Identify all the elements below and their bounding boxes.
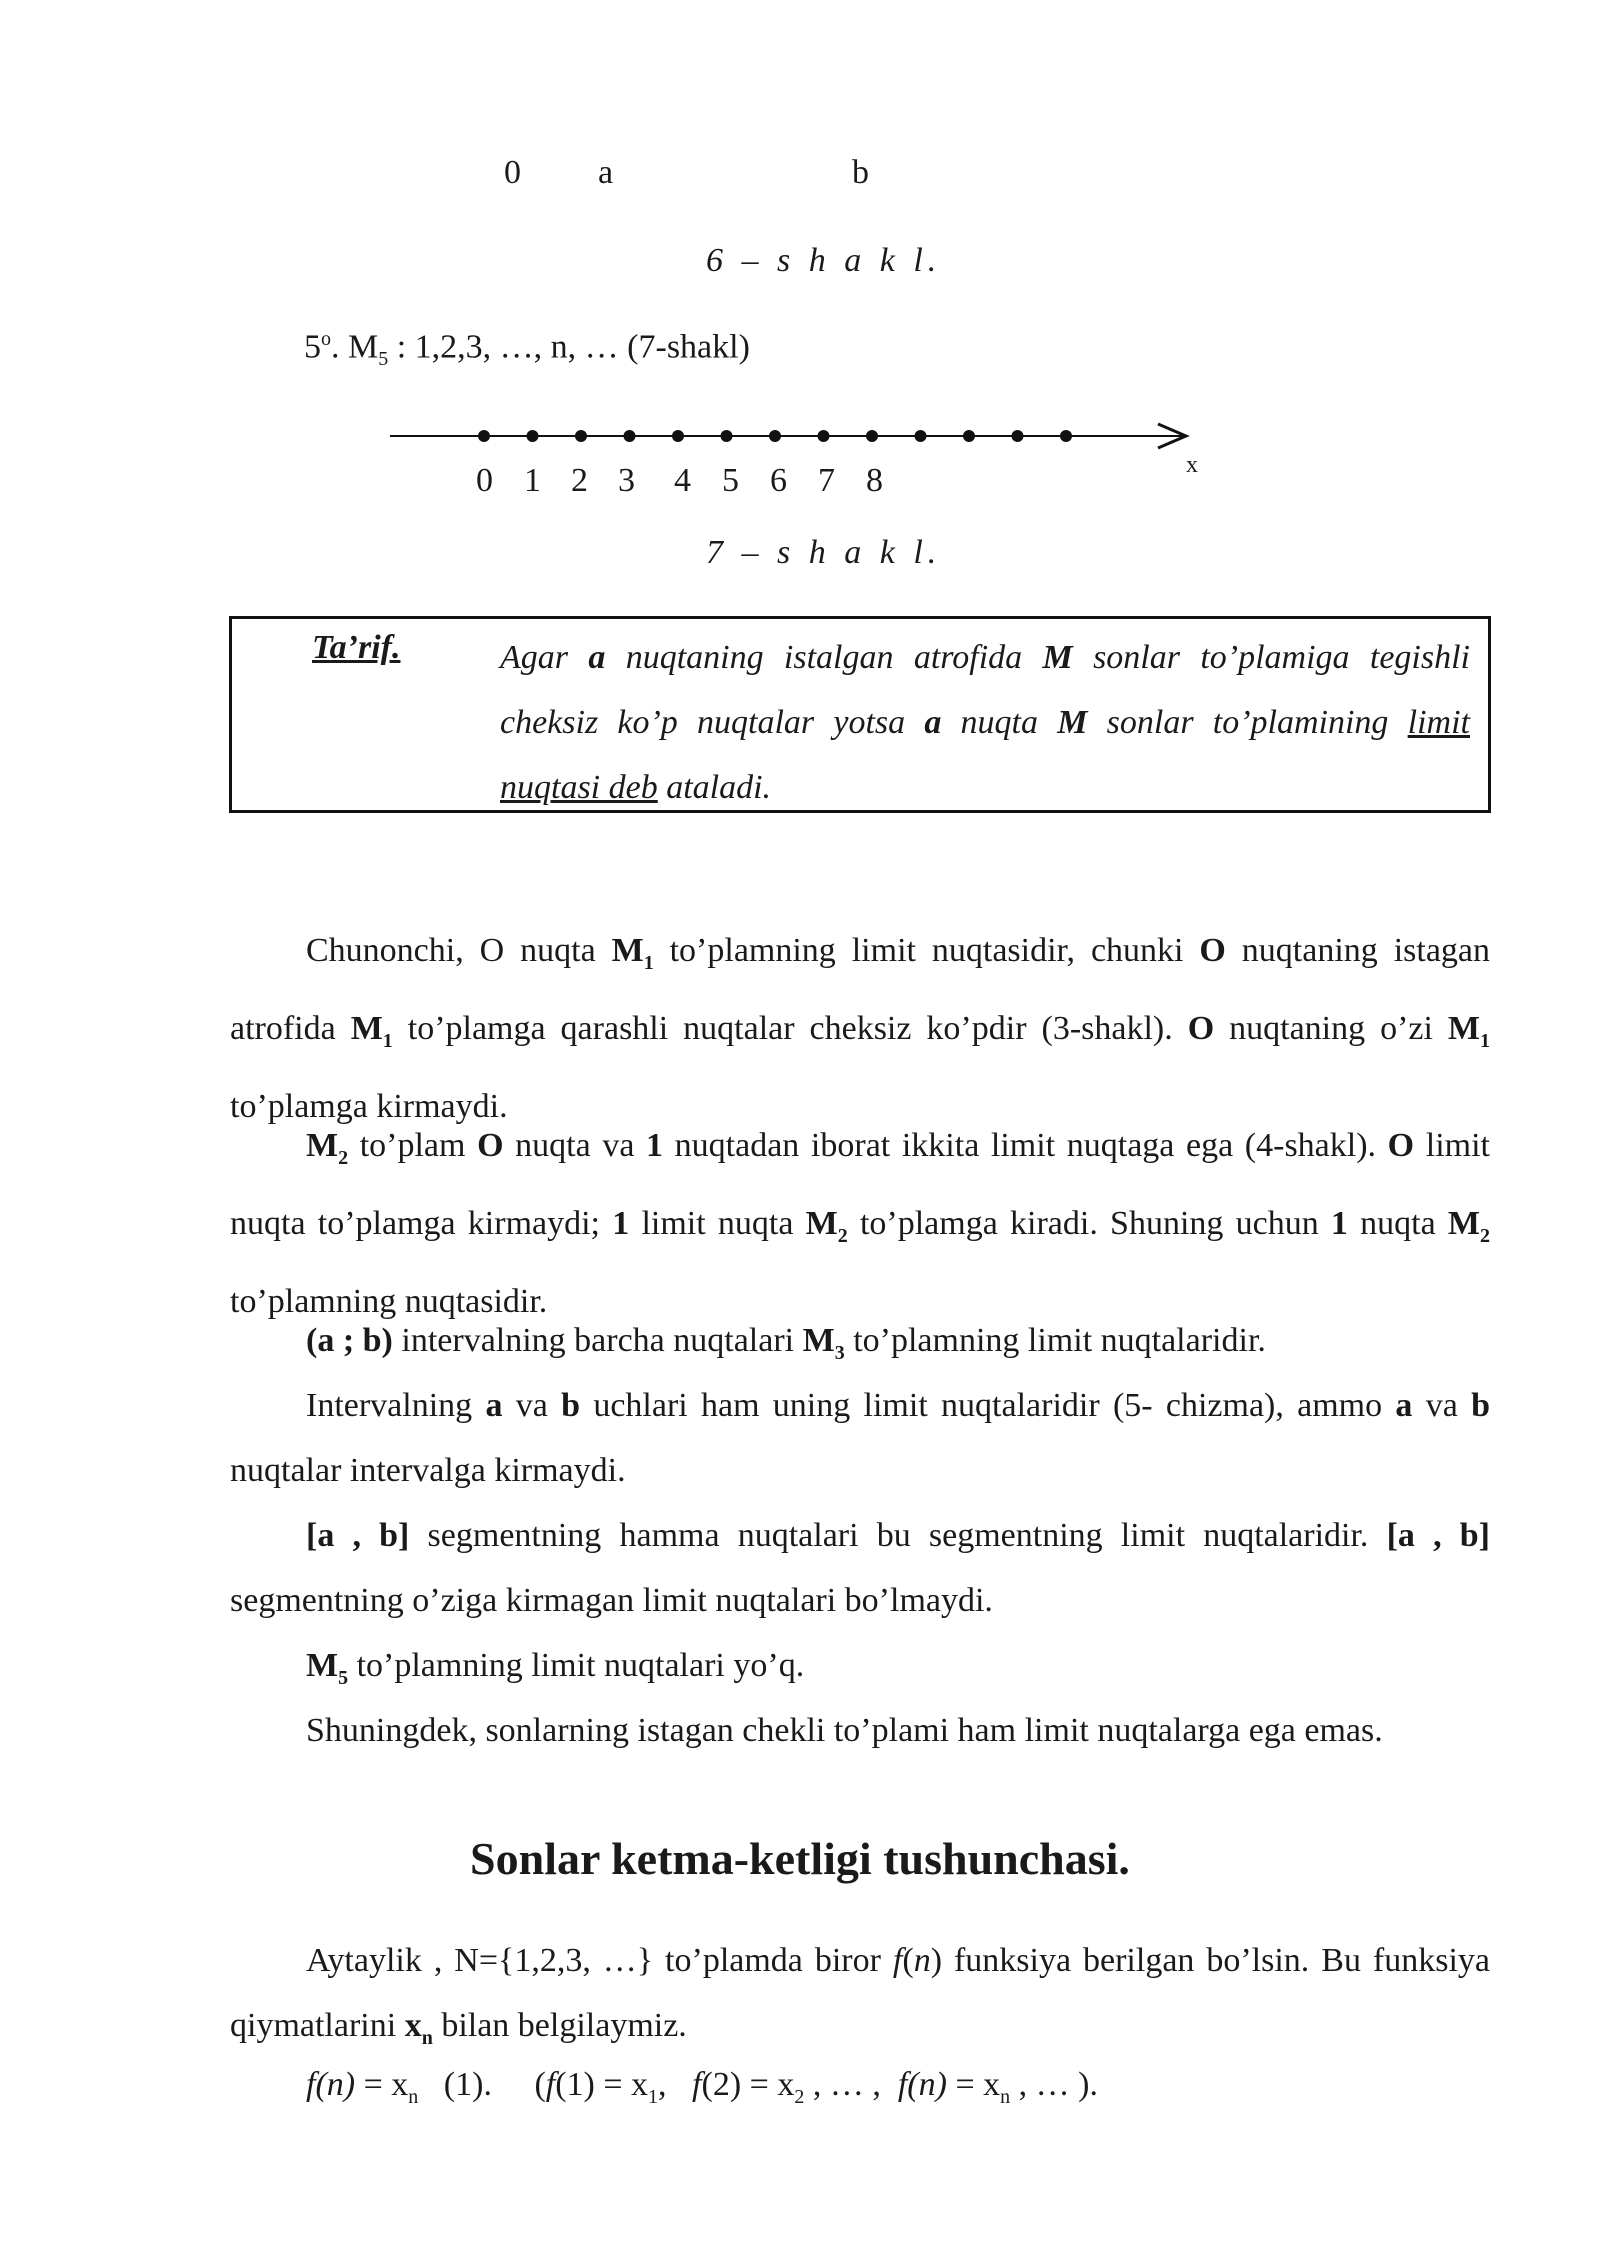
fig7-dot — [527, 430, 539, 442]
fig7-dot — [575, 430, 587, 442]
item5-prefix: 5 — [304, 328, 321, 366]
fig7-dot — [721, 430, 733, 442]
paragraph-7: Shuningdek, sonlarning istagan chekli to’plami ham limit nuqtalarga ega emas. — [306, 1712, 1383, 1749]
item5-set: M — [348, 328, 379, 366]
fig7-dot — [866, 430, 878, 442]
fig7-tick-label: 5 — [722, 462, 739, 499]
def-part: ataladi. — [657, 769, 772, 806]
fig7-dot — [818, 430, 830, 442]
def-part: nuqta — [941, 704, 1058, 741]
fig7-axis-label: x — [1186, 452, 1198, 478]
fig6-caption: 6 – s h a k l. — [706, 242, 942, 279]
fig7-tick-label: 7 — [818, 462, 835, 499]
def-part: sonlar to’plamining — [1087, 704, 1408, 741]
fig7-number-line — [380, 416, 1200, 456]
item5-dot: . — [331, 328, 348, 366]
definition-text — [500, 625, 1470, 820]
item5-set-sub: 5 — [378, 348, 389, 371]
fig7-dot — [963, 430, 975, 442]
fig7-dot — [672, 430, 684, 442]
def-part: sonlar to’plamiga tegishli cheksiz ko’p nuqtalar yotsa — [500, 639, 1470, 741]
item5-rest: : 1,2,3, …, n, … (7-shakl) — [388, 328, 750, 366]
def-var-a: a — [588, 639, 606, 676]
fig7-tick-label: 6 — [770, 462, 787, 499]
paragraph-5: [a , b] segmentning hamma nuqtalari bu segmentning limit nuqtalaridir. [a , b] segmentning o’ziga kirmagan limit nuqtalari bo’lmaydi. — [230, 1517, 1490, 1619]
fig6-label-zero: 0 — [504, 154, 521, 191]
fig7-dot — [624, 430, 636, 442]
paragraph-2: $M_2$ to’plam O nuqta va 1 nuqtadan iborat ikkita limit nuqtaga ega (4-shakl). O limit nuqta to’plamga kirmaydi; 1 limit nuqta $M_2$ to’plamga kiradi. Shuning uchun 1 nuqta $M_2$ to’plamning nuqtasidir. — [230, 1127, 1490, 1320]
fig7-tick-label: 3 — [618, 462, 635, 499]
paragraph-8: Aytaylik , N={1,2,3, …} to’plamda biror f(n) funksiya berilgan bo’lsin. Bu funksiya qiymatlarini $x_n$ bilan belgilaymiz. — [230, 1942, 1490, 2049]
fig6-label-a: a — [598, 154, 614, 191]
fig7-dot — [769, 430, 781, 442]
fig7-caption: 7 – s h a k l. — [706, 534, 942, 571]
fig7-dot — [915, 430, 927, 442]
def-underlined-term: limit nuqtasi deb — [500, 704, 1470, 806]
fig7-tick-label: 1 — [524, 462, 541, 499]
def-part: Agar — [500, 639, 589, 676]
item5-line — [304, 328, 750, 371]
formula-line: $f(n) = x_n$ (1). ($f(1) = x_1$, $f(2) = x_2$ , … , $f(n) = x_n$ , … ). — [306, 2066, 1098, 2108]
definition-term: Ta’rif. — [312, 629, 401, 666]
fig7-tick-label: 2 — [571, 462, 588, 499]
def-var-m: M — [1042, 639, 1073, 676]
paragraph-4: Intervalning a va b uchlari ham uning limit nuqtalaridir (5- chizma), ammo a va b nuqtalar intervalga kirmaydi. — [230, 1387, 1490, 1489]
section-heading: Sonlar ketma-ketligi tushunchasi. — [470, 1833, 1130, 1884]
fig6-label-b: b — [852, 154, 869, 191]
paragraph-1: Chunonchi, O nuqta $M_1$ to’plamning limit nuqtasidir, chunki O nuqtaning istagan atrofida $M_1$ to’plamga qarashli nuqtalar cheksiz ko’pdir (3-shakl). O nuqtaning o’zi $M_1$ to’plamga kirmaydi. — [230, 932, 1490, 1125]
item5-degree: o — [321, 328, 331, 350]
fig7-tick-label: 8 — [866, 462, 883, 499]
fig7-tick-label: 4 — [674, 462, 691, 499]
def-part: nuqtaning istalgan atrofida — [605, 639, 1043, 676]
def-var-m: M — [1057, 704, 1088, 741]
def-var-a: a — [924, 704, 942, 741]
paragraph-6: $M_5$ to’plamning limit nuqtalari yo’q. — [306, 1647, 805, 1689]
fig7-dot — [1060, 430, 1072, 442]
fig7-dot — [478, 430, 490, 442]
definition-box — [229, 616, 1491, 813]
fig7-dot — [1012, 430, 1024, 442]
fig7-tick-label: 0 — [476, 462, 493, 499]
paragraph-3: (a ; b) intervalning barcha nuqtalari $M_3$ to’plamning limit nuqtalaridir. — [306, 1322, 1266, 1364]
